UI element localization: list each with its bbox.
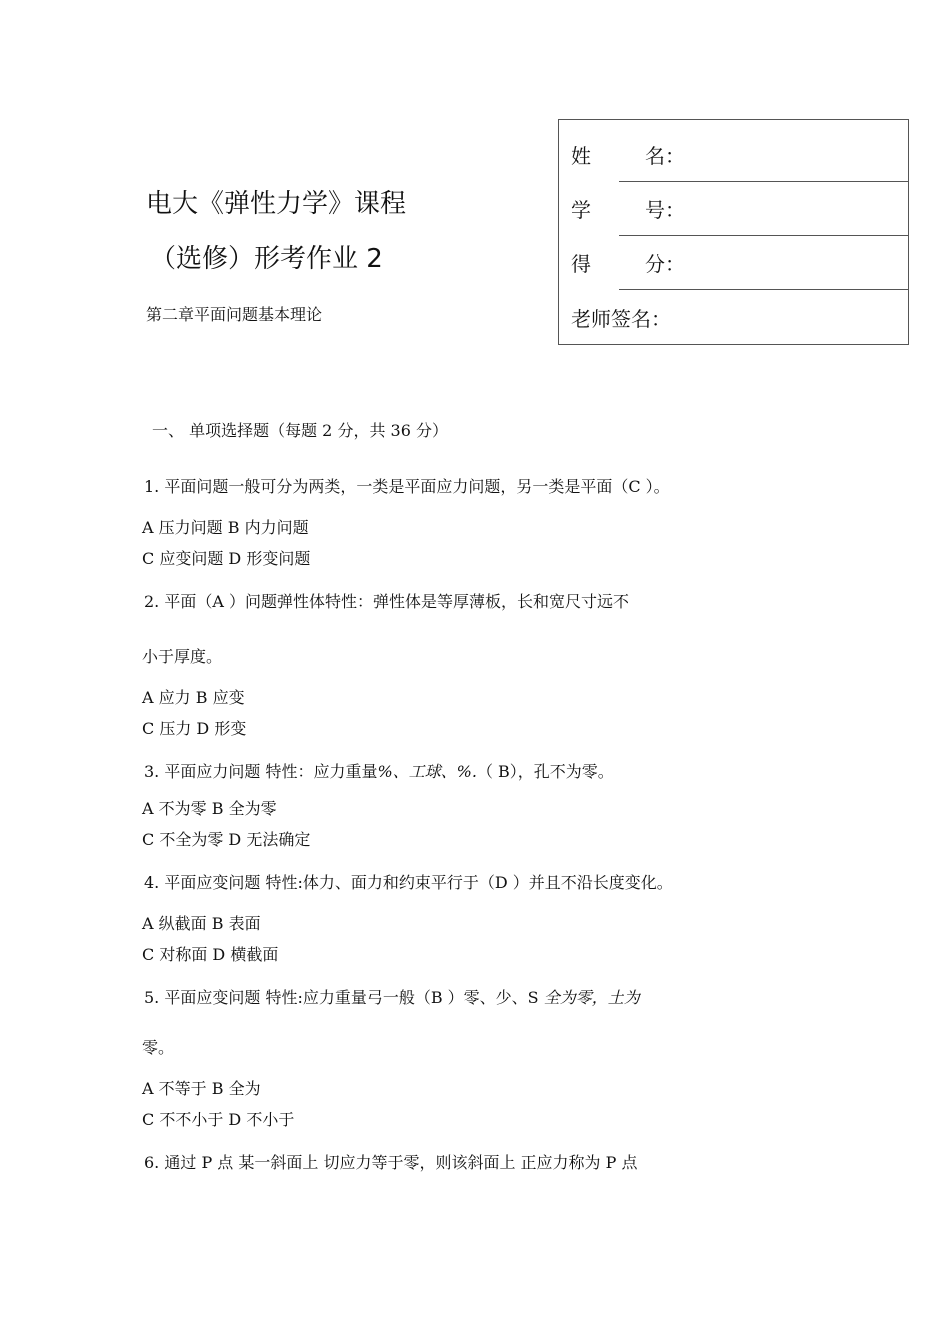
section-heading: 一、 单项选择题（每题 2 分，共 36 分） [152, 421, 448, 440]
option-line: A 压力问题 B 内力问题 [142, 518, 309, 537]
page-title: 电大《弹性力学》课程 [146, 189, 407, 219]
question-text-italic: 全为零，土为 [543, 988, 640, 1007]
info-label: 学 [571, 198, 591, 222]
question-5 [144, 985, 640, 1008]
option-line: A 不为零 B 全为零 [142, 799, 277, 818]
question-4: 4. 平面应变问题 特性:体力、面力和约束平行于（D ）并且不沿长度变化。 [144, 873, 673, 892]
question-6: 6. 通过 P 点 某一斜面上 切应力等于零，则该斜面上 正应力称为 P 点 [144, 1153, 638, 1172]
question-2: 2. 平面（A ）问题弹性体特性：弹性体是等厚薄板，长和宽尺寸远不 [144, 592, 629, 611]
question-2-continuation: 小于厚度。 [142, 647, 223, 666]
question-text: （ B），孔不为零。 [476, 762, 614, 781]
student-info-box [558, 119, 909, 345]
chapter-heading: 第二章平面问题基本理论 [146, 305, 323, 324]
question-3 [144, 759, 614, 782]
option-line: C 对称面 D 横截面 [142, 945, 279, 964]
question-text: 3. 平面应力问题 特性：应力重量 [144, 762, 378, 781]
option-line: C 不不小于 D 不小于 [142, 1110, 295, 1129]
option-line: A 不等于 B 全为 [142, 1079, 261, 1098]
divider [619, 181, 908, 182]
info-label: 名： [645, 144, 685, 168]
option-line: A 纵截面 B 表面 [142, 914, 261, 933]
info-label: 得 [571, 252, 591, 276]
option-line: C 压力 D 形变 [142, 719, 247, 738]
info-label: 号： [645, 198, 685, 222]
question-1: 1. 平面问题一般可分为两类，一类是平面应力问题，另一类是平面（C ）。 [144, 477, 670, 496]
divider [619, 235, 908, 236]
option-line: C 不全为零 D 无法确定 [142, 830, 311, 849]
question-text: 5. 平面应变问题 特性:应力重量弓一般（B ）零、少、S [144, 988, 544, 1007]
option-line: A 应力 B 应变 [142, 688, 245, 707]
info-label: 老师签名： [571, 307, 671, 331]
info-label: 姓 [571, 144, 591, 168]
info-label: 分： [645, 252, 685, 276]
divider [619, 289, 908, 290]
question-text-italic: %、工球、%. [377, 762, 477, 781]
page-subtitle: （选修）形考作业 2 [150, 244, 383, 274]
question-5-continuation: 零。 [142, 1038, 175, 1057]
option-line: C 应变问题 D 形变问题 [142, 549, 311, 568]
